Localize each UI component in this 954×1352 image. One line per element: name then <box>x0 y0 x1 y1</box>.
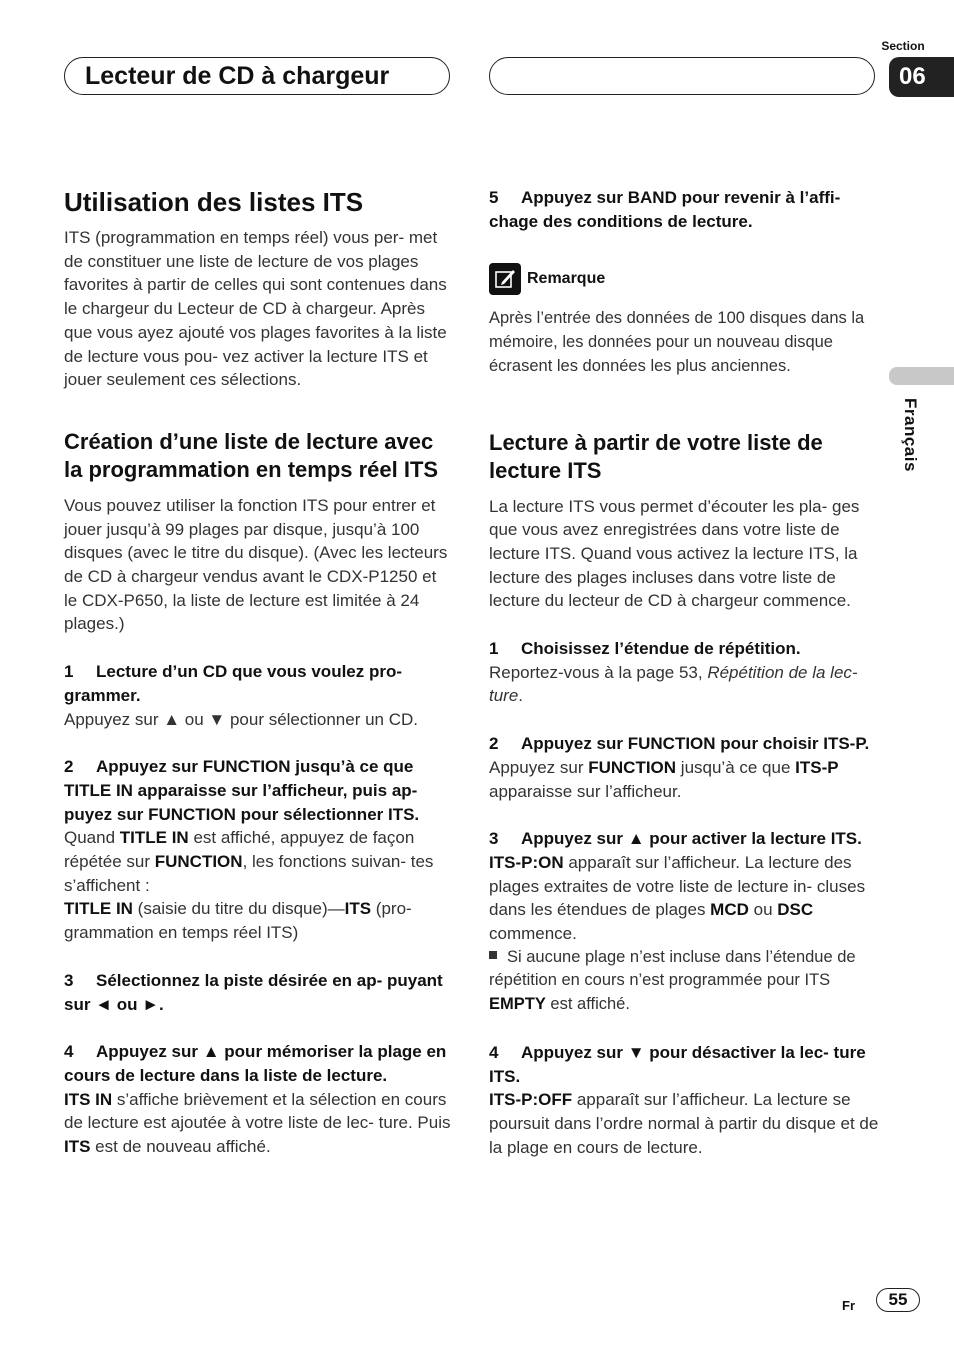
step-2-body: Quand TITLE IN est affiché, appuyez de façon répétée sur FUNCTION, les fonctions suivan- tes s’affichent : <box>64 828 434 895</box>
right-step-3-title: 3 Appuyez sur ▲ pour activer la lecture ITS. <box>489 829 862 849</box>
step-2-body-2: TITLE IN (saisie du titre du disque)—ITS (pro- grammation en temps réel ITS) <box>64 899 412 943</box>
right-step-2-body: Appuyez sur FUNCTION jusqu’à ce que ITS-P apparaisse sur l’afficheur. <box>489 757 839 801</box>
step-4-body: ITS IN s’affiche brièvement et la sélection en cours de lecture est ajoutée à votre liste de lec- ture. Puis ITS est de nouveau affiché. <box>64 1089 451 1157</box>
right-step-4-body: ITS-P:OFF apparaît sur l’afficheur. La lecture se poursuit dans l’ordre normal à partir du disque et de la plage en cours de lecture. <box>489 1090 879 1157</box>
playback-text: La lecture ITS vous permet d’écouter les pla- ges que vous avez enregistrées dans votre liste de lecture ITS. Quand vous activez la lecture ITS, la lecture des plages incluses dans votre liste de lecture du lecteur de CD à chargeur commence. <box>489 496 860 611</box>
footer-language-code: Fr <box>842 1298 855 1313</box>
step-5-title: 5 Appuyez sur BAND pour revenir à l’affi- chage des conditions de lecture. <box>489 188 841 231</box>
language-label: Français <box>901 398 920 472</box>
bullet-square-icon <box>489 951 497 959</box>
right-column <box>489 186 879 1159</box>
header-empty-box <box>489 57 875 95</box>
step-4-title: 4 Appuyez sur ▲ pour mémoriser la plage en cours de lecture dans la liste de lecture. <box>64 1042 447 1085</box>
creation-text: Vous pouvez utiliser la fonction ITS pour entrer et jouer jusqu’à 99 plages par disque, jusqu’à 100 disques (avec le titre du disque). (Avec les lecteurs de CD à chargeur vendus avant le CDX-P1250 et le CDX-P650, la liste de lecture est limitée à 24 plages.) <box>64 495 448 634</box>
language-tab <box>889 367 954 385</box>
step-3-title: 3 Sélectionnez la piste désirée en ap- puyant sur ◄ ou ►. <box>64 970 443 1014</box>
right-step-1-title: 1 Choisissez l’étendue de répétition. <box>489 639 801 659</box>
section-label: Section <box>881 39 925 53</box>
remark-header <box>489 263 879 295</box>
remark-title: Remarque <box>527 270 606 288</box>
right-step-3-body: ITS-P:ON apparaît sur l’afficheur. La lecture des plages extraites de votre liste de lecture in- cluses dans les étendues de plages MCD ou DSC commence. <box>489 852 866 944</box>
subheading-creation: Création d’une liste de lecture avec la programmation en temps réel ITS <box>64 428 439 482</box>
header-title-box <box>64 57 450 95</box>
step-2-title: 2 Appuyez sur FUNCTION jusqu’à ce que TITLE IN apparaisse sur l’afficheur, puis ap- puyez sur FUNCTION pour sélectionner ITS. <box>64 757 420 824</box>
right-step-1-body: Reportez-vous à la page 53, Répétition de la lec- ture. <box>489 662 858 706</box>
main-heading: Utilisation des listes ITS <box>64 187 364 217</box>
step-1-title: 1 Lecture d’un CD que vous voulez pro- grammer. <box>64 662 403 705</box>
remark-text: Après l’entrée des données de 100 disques dans la mémoire, les données pour un nouveau disque écrasent les données les plus anciennes. <box>489 309 865 375</box>
right-step-3-bullet: Si aucune plage n’est incluse dans l’étendue de répétition en cours n’est programmée pour ITS EMPTY est affiché. <box>489 947 856 1014</box>
pencil-note-icon <box>489 263 521 295</box>
subheading-playback: Lecture à partir de votre liste de lecture ITS <box>489 429 823 483</box>
intro-text: ITS (programmation en temps réel) vous per- met de constituer une liste de lecture de vos plages favorites à partir de celles qui sont contenues dans le chargeur du Lecteur de CD à chargeur. Après que vous ayez ajouté vos plages favorites à la liste de lecture vous pou- vez activer la lecture ITS et jouer seulement ces sélections. <box>64 228 447 390</box>
step-1-body: Appuyez sur ▲ ou ▼ pour sélectionner un CD. <box>64 709 418 729</box>
right-step-2-title: 2 Appuyez sur FUNCTION pour choisir ITS-P. <box>489 734 870 754</box>
right-step-4-title: 4 Appuyez sur ▼ pour désactiver la lec- ture ITS. <box>489 1042 866 1086</box>
page-number: 55 <box>876 1288 920 1312</box>
section-number: 06 <box>889 57 954 97</box>
header-title: Lecteur de CD à chargeur <box>85 62 390 90</box>
left-column <box>64 186 454 1159</box>
